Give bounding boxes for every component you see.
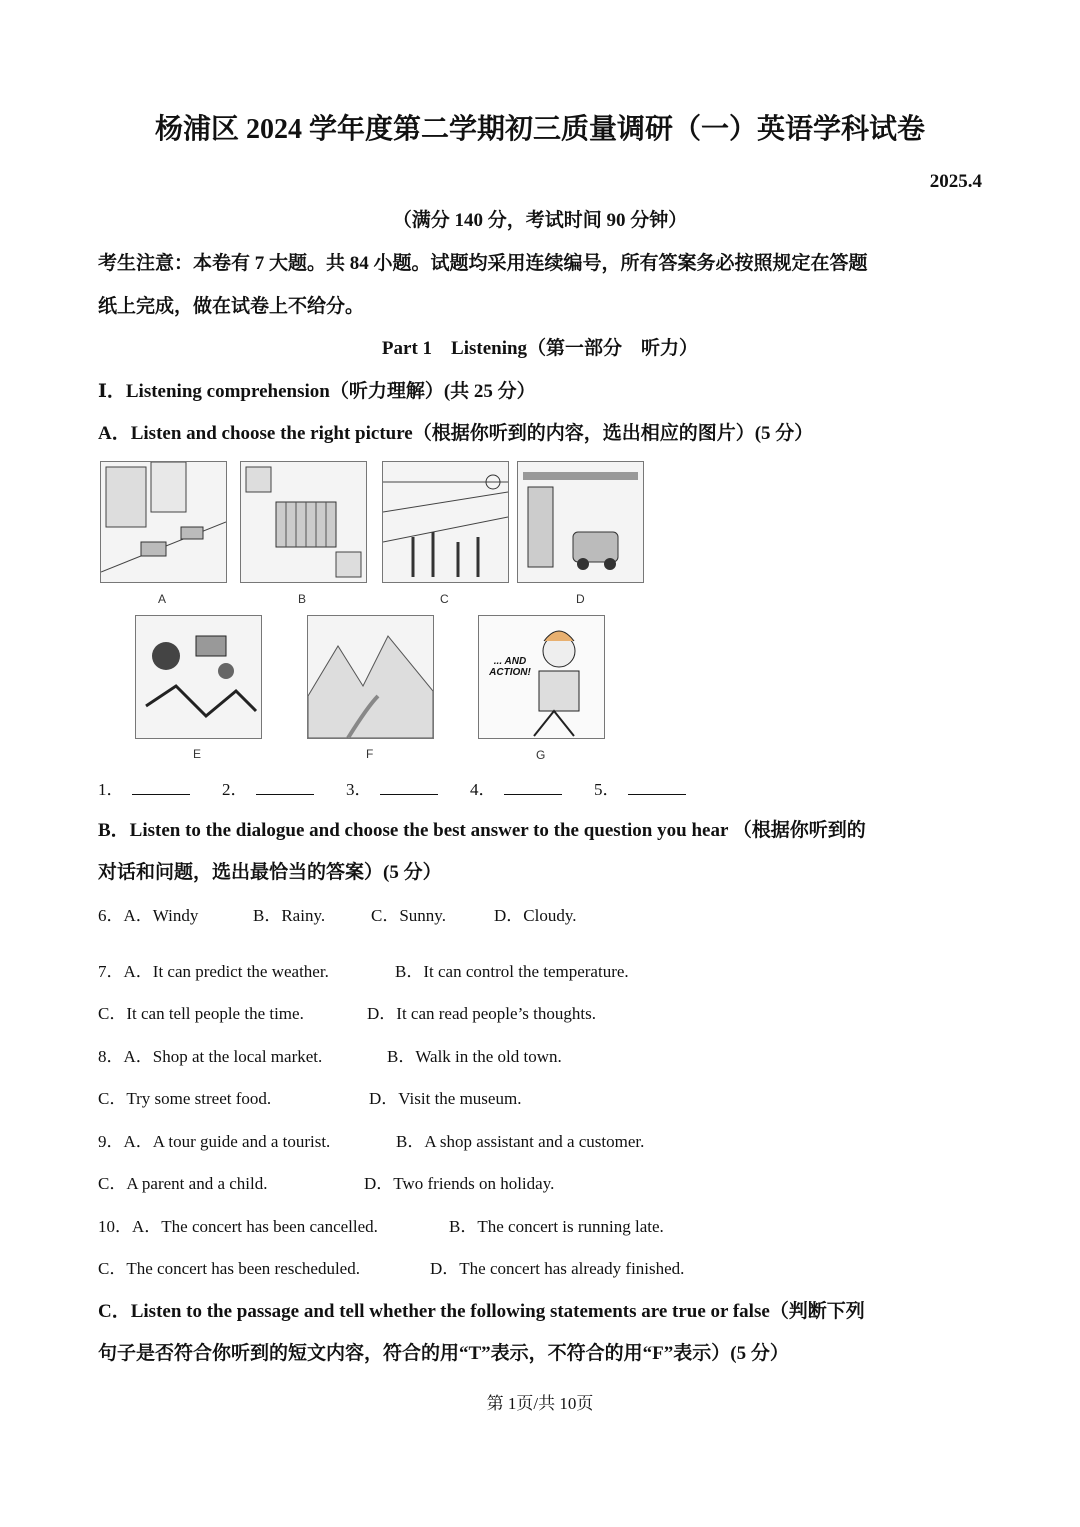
q8-option-a: 8．A．Shop at the local market. xyxy=(98,1047,323,1066)
score-time: （满分 140 分，考试时间 90 分钟） xyxy=(392,210,688,231)
q10-option-b: B．The concert is running late. xyxy=(449,1217,664,1236)
mountains-picture xyxy=(307,615,434,739)
picture-label-c: C xyxy=(440,592,449,606)
q10-option-a: 10．A．The concert has been cancelled. xyxy=(98,1217,378,1236)
blank-number: 3． xyxy=(346,780,372,799)
page-number: 第 1页/共 10页 xyxy=(486,1394,594,1413)
q8-option-c: C．Try some street food. xyxy=(98,1089,272,1108)
q6-option-a: 6．A．Windy xyxy=(98,906,199,925)
section-a-heading: A．Listen and choose the right picture（根据你听到的内容，选出相应的图片）(5 分） xyxy=(98,423,814,444)
q9-option-a: 9．A．A tour guide and a tourist. xyxy=(98,1132,331,1151)
notice-line-1: 考生注意：本卷有 7 大题。共 84 小题。试题均采用连续编号，所有答案务必按照规定在答题 xyxy=(98,253,868,274)
q9-option-c: C．A parent and a child. xyxy=(98,1174,268,1193)
exam-date: 2025.4 xyxy=(929,171,982,192)
blank-number: 1． xyxy=(98,780,124,799)
picture-label-d: D xyxy=(576,592,585,606)
q6-option-b: B．Rainy. xyxy=(253,906,326,925)
blank-line xyxy=(132,780,190,795)
garbage-pile-picture xyxy=(135,615,262,739)
picture-label-a: A xyxy=(158,592,167,606)
q6-option-d: D．Cloudy. xyxy=(494,906,577,925)
speech-bubble-text: ... AND ACTION! xyxy=(489,656,531,678)
blank-line xyxy=(504,780,562,795)
picture-label-b: B xyxy=(298,592,307,606)
answer-blank-3[interactable] xyxy=(346,780,438,798)
blank-line xyxy=(628,780,686,795)
answer-blank-2[interactable] xyxy=(222,780,314,798)
q9-option-b: B．A shop assistant and a customer. xyxy=(396,1132,645,1151)
section-c-heading-line2: 句子是否符合你听到的短文内容，符合的用“T”表示，不符合的用“F”表示）(5 分） xyxy=(98,1343,789,1364)
part1-heading: Part 1 Listening（第一部分 听力） xyxy=(381,338,699,359)
train-station-picture xyxy=(382,461,509,583)
blank-number: 5． xyxy=(594,780,620,799)
section-1-heading: Ⅰ．Listening comprehension（听力理解）(共 25 分） xyxy=(98,381,536,402)
answer-blank-1[interactable] xyxy=(98,780,190,798)
section-b-heading-line1: B．Listen to the dialogue and choose the best answer to the question you hear （根据你听到的 xyxy=(98,820,866,841)
film-director-picture xyxy=(478,615,605,739)
picture-label-e: E xyxy=(193,747,202,761)
parking-lot-picture xyxy=(240,461,367,583)
blank-line xyxy=(380,780,438,795)
picture-label-f: F xyxy=(366,747,374,761)
picture-label-g: G xyxy=(536,748,546,762)
q10-option-c: C．The concert has been rescheduled. xyxy=(98,1259,360,1278)
q7-option-b: B．It can control the temperature. xyxy=(395,962,629,981)
q10-option-d: D．The concert has already finished. xyxy=(430,1259,685,1278)
answer-blank-4[interactable] xyxy=(470,780,562,798)
section-b-heading-line2: 对话和问题，选出最恰当的答案）(5 分） xyxy=(98,862,442,883)
q9-option-d: D．Two friends on holiday. xyxy=(364,1174,555,1193)
q7-option-c: C．It can tell people the time. xyxy=(98,1004,304,1023)
q7-option-d: D．It can read people’s thoughts. xyxy=(367,1004,596,1023)
notice-line-2: 纸上完成，做在试卷上不给分。 xyxy=(98,296,365,317)
gas-station-picture xyxy=(517,461,644,583)
street-traffic-picture xyxy=(100,461,227,583)
q8-option-b: B．Walk in the old town. xyxy=(387,1047,562,1066)
blank-number: 2． xyxy=(222,780,248,799)
section-c-heading-line1: C．Listen to the passage and tell whether the following statements are true or false（判断下列 xyxy=(98,1301,865,1322)
blank-line xyxy=(256,780,314,795)
blank-number: 4． xyxy=(470,780,496,799)
answer-blank-5[interactable] xyxy=(594,780,686,798)
q8-option-d: D．Visit the museum. xyxy=(369,1089,522,1108)
exam-title: 杨浦区 2024 学年度第二学期初三质量调研（一）英语学科试卷 xyxy=(154,114,925,145)
q6-option-c: C．Sunny. xyxy=(371,906,446,925)
q7-option-a: 7．A．It can predict the weather. xyxy=(98,962,329,981)
